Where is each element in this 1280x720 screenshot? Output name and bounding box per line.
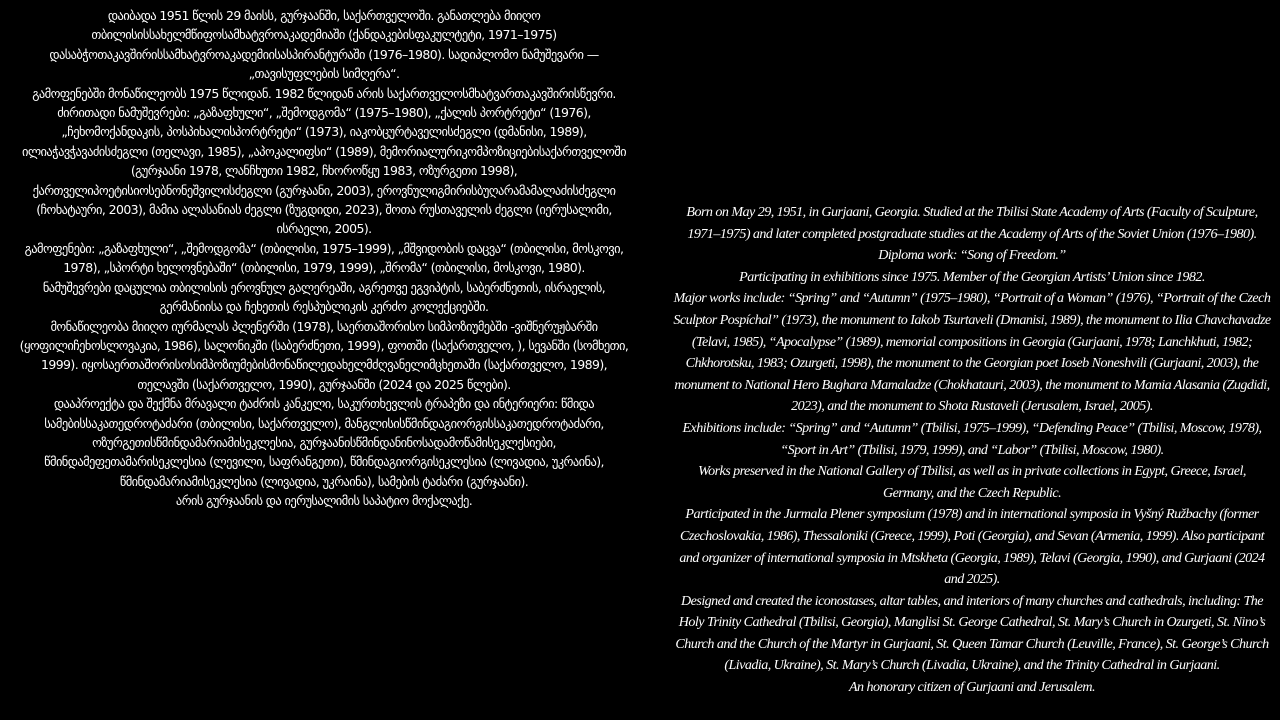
en-paragraph-collections: Works preserved in the National Gallery of Tbilisi, as well as in private collections in Egypt, Greece, Israel, Germany, and the Czech Republic. bbox=[698, 463, 1246, 501]
ka-paragraph-exhibitions-membership: გამოფენებში მონაწილეობს 1975 წლიდან. 1982 წლიდან არის საქართველოსმხატვართაკავშირისწევრი. bbox=[32, 85, 616, 101]
en-paragraph-birth-education: Born on May 29, 1951, in Gurjaani, Georgia. Studied at the Tbilisi State Academy of Arts (Faculty of Sculpture, 1971–1975) and later completed postgraduate studies at the Academy of Arts of the Soviet Union (1976–1980). Diploma work: “Song of Freedom.” bbox=[686, 204, 1258, 264]
georgian-biography bbox=[14, 6, 634, 511]
en-paragraph-churches: Designed and created the iconostases, altar tables, and interiors of many churches and cathedrals, including: The Holy Trinity Cathedral (Tbilisi, Georgia), Manglisi St. George Cathedral, St. Mary’s Church in Ozurgeti, St. Nino’s Church and the Church of the Martyr in Gurjaani, St. Queen Tamar Church (Leuville, France), St. George’s Church (Livadia, Ukraine), St. Mary’s Church (Livadia, Ukraine), and the Trinity Cathedral in Gurjaani. bbox=[675, 592, 1269, 674]
en-paragraph-exhibitions: Exhibitions include: “Spring” and “Autumn” (Tbilisi, 1975–1999), “Defending Peace” (Tbilisi, Moscow, 1978), “Sport in Art” (Tbilisi, 1979, 1999), and “Labor” (Tbilisi, Moscow, 1980). bbox=[682, 419, 1262, 458]
en-paragraph-symposia: Participated in the Jurmala Plener symposium (1978) and in international symposia in Vyšný Ružbachy (former Czechoslovakia, 1986), Thessaloniki (Greece, 1999), Poti (Georgia), and Sevan (Armenia, 1999). Also participant and organizer of international symposia in Mtskheta (Georgia, 1989), Telavi (Georgia, 1990), and Gurjaani (2024 and 2025). bbox=[679, 506, 1265, 588]
ka-paragraph-symposia: მონაწილეობა მიიღო იურმალას პლენერში (1978), საერთაშორისო სიმპოზიუმებში -ვიშნერუჟბარში (ყოფილიჩეხოსლოვაკია, 1986), სალონიკში (საბერძნეთი, 1999), ფოთში (საქართველო, ), სევანში (სომხეთი, 1999). იყოსაერთაშორისოსიმპოზიუმებისმონაწილედახელმძღვანელიმცხეთაში (საქართველო, 1989), თელავში (საქართველო, 1990), გურჯაანში (2024 და 2025 წლები). bbox=[19, 318, 629, 392]
ka-paragraph-major-works: ძირითადი ნამუშევრები: „გაზაფხული“, „შემოდგომა“ (1975–1980), „ქალის პორტრეტი“ (1976), „ჩეხომოქანდაკის, პოსპიხალისპორტრეტი“ (1973), იაკობცურტაველისძეგლი (დმანისი, 1989), ილიაჭავჭავაძისძეგლი (თელავი, 1985), „აპოკალიფსი“ (1989), მემორიალურიკომპოზიციებისაქართველოში (გურჯაანი 1978, ლანჩხუთი 1982, ჩხოროწყუ 1983, ოზურგეთი 1998), ქართველიპოეტისიოსებნონეშვილისძეგლი (გურჯაანი, 2003), ეროვნულიგმირისბუღარამამალაძისძეგლი (ჩოხატაური, 2003), მამია ალასანიას ძეგლი (ზუგდიდი, 2023), შოთა რუსთაველის ძეგლი (იერუსალიმი, ისრაელი, 2005). bbox=[21, 105, 626, 237]
ka-paragraph-collections: ნამუშევრები დაცულია თბილისის ეროვნულ გალერეაში, აგრეთვე ეგვიპტის, საბერძნეთის, ისრაელის, გერმანიისა და ჩეხეთის რესპუბლიკის კერძო კოლექციებში. bbox=[42, 279, 606, 315]
english-biography bbox=[672, 202, 1272, 699]
ka-paragraph-churches: დააპროექტა და შექმნა მრავალი ტაძრის კანკელი, საკურთხევლის ტრაპეზი და ინტერიერი: წმიდა სამებისსაკათედროტაძარი (თბილისი, საქართველო), მანგლისისწმინდაგიორგისსაკათედროტაძარი, ოზურგეთისწმინდამარიამისეკლესია, გურჯაანისწმინდანინოსადამოწამისეკლესიები, წმინდამეფეთამარისეკლესია (ლევილი, საფრანგეთი), წმინდაგიორგისეკლესია (ლივადია, უკრაინა), წმინდამარიამისეკლესია (ლივადია, უკრაინა), სამების ტაძარი (გურჯაანი). bbox=[44, 396, 604, 489]
en-paragraph-honorary-citizen: An honorary citizen of Gurjaani and Jerusalem. bbox=[849, 679, 1095, 696]
en-paragraph-major-works: Major works include: “Spring” and “Autumn” (1975–1980), “Portrait of a Woman” (1976), “Portrait of the Czech Sculptor Pospíchal” (1973), the monument to Iakob Tsurtaveli (Dmanisi, 1989), the monument to Ilia Chavchavadze (Telavi, 1985), “Apocalypse” (1989), memorial compositions in Georgia (Gurjaani, 1978; Lanchkhuti, 1982; Chkhorotsku, 1983; Ozurgeti, 1998), the monument to the Georgian poet Ioseb Noneshvili (Gurjaani, 2003), the monument to National Hero Bughara Mamaladze (Chokhatauri, 2003), the monument to Mamia Alasania (Zugdidi, 2023), and the monument to Shota Rustaveli (Jerusalem, Israel, 2005). bbox=[673, 290, 1271, 415]
ka-paragraph-exhibitions: გამოფენები: „გაზაფხული“, „შემოდგომა“ (თბილისი, 1975–1999), „მშვიდობის დაცვა“ (თბილისი, მოსკოვი, 1978), „სპორტი ხელოვნებაში“ (თბილისი, 1979, 1999), „შრომა“ (თბილისი, მოსკოვი, 1980). bbox=[24, 240, 624, 276]
ka-paragraph-honorary-citizen: არის გურჯაანის და იერუსალიმის საპატიო მოქალაქე. bbox=[175, 493, 473, 509]
en-paragraph-exhibitions-membership: Participating in exhibitions since 1975. Member of the Georgian Artists’ Union since 1982. bbox=[739, 268, 1205, 285]
ka-paragraph-birth-education: დაიბადა 1951 წლის 29 მაისს, გურჯაანში, საქართველოში. განათლება მიიღო თბილისისსახელმწიფოსამხატვროაკადემიაში (ქანდაკებისფაკულტეტი, 1971–1975) დასაბჭოთაკავშირისსამხატვროაკადემიისასპირანტურაში (1976–1980). სადიპლომო ნამუშევარი — „თავისუფლების სიმღერა“. bbox=[49, 8, 599, 82]
